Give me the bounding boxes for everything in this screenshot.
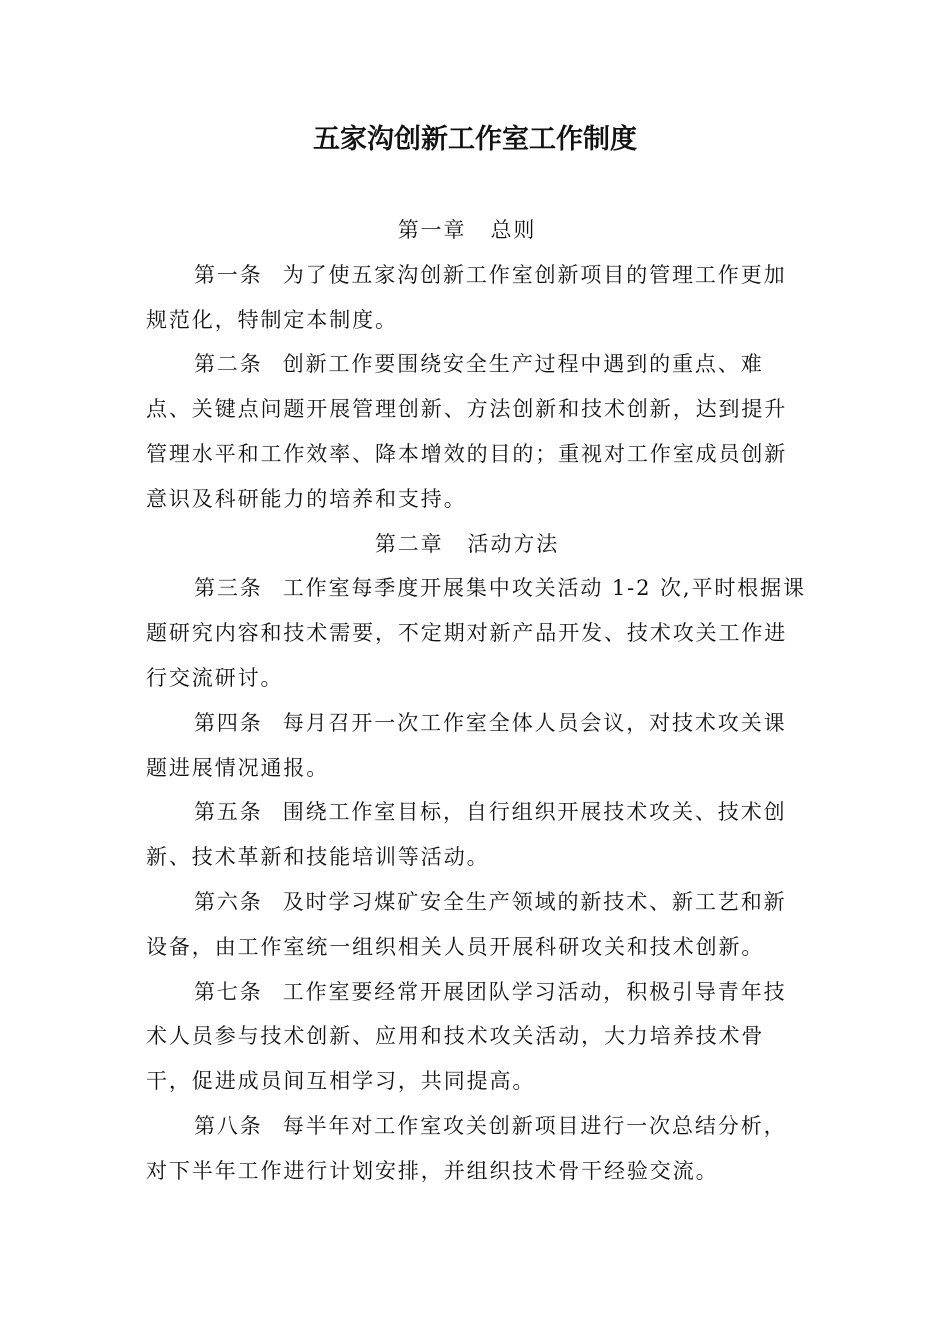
article-text: 及时学习煤矿安全生产领域的新技术、新工艺和新设备，由工作室统一组织相关人员开展科研攻关和技术创新。	[146, 889, 787, 959]
article-text: 围绕工作室目标，自行组织开展技术攻关、技术创新、技术革新和技能培训等活动。	[146, 800, 787, 870]
article-text: 工作室每季度开展集中攻关活动 1-2 次,平时根据课题研究内容和技术需要，不定期对新产品开发、技术攻关工作进行交流研讨。	[146, 576, 806, 690]
article-8	[146, 1104, 806, 1194]
article-label: 第八条	[194, 1113, 263, 1138]
article-label: 第七条	[194, 979, 263, 1004]
chapter-name: 活动方法	[467, 531, 560, 556]
article-label: 第四条	[194, 710, 263, 735]
article-label: 第五条	[194, 800, 263, 825]
article-1	[146, 253, 806, 343]
chapter-heading-1	[146, 208, 806, 253]
chapter-name: 总则	[490, 218, 537, 242]
article-7	[146, 970, 806, 1104]
article-3	[146, 566, 806, 700]
article-5	[146, 790, 806, 880]
article-label: 第三条	[194, 576, 263, 601]
article-text: 工作室要经常开展团队学习活动，积极引导青年技术人员参与技术创新、应用和技术攻关活动，大力培养技术骨干，促进成员间互相学习，共同提高。	[146, 979, 787, 1094]
article-text: 为了使五家沟创新工作室创新项目的管理工作更加规范化，特制定本制度。	[146, 262, 787, 332]
chapter-number: 第二章	[374, 531, 444, 556]
article-label: 第二条	[194, 352, 263, 377]
article-label: 第六条	[194, 889, 263, 914]
chapter-heading-2	[146, 522, 806, 567]
document-body	[146, 208, 806, 1194]
article-4	[146, 701, 806, 791]
document-title: 五家沟创新工作室工作制度	[313, 124, 637, 155]
article-2	[146, 342, 806, 521]
article-text: 每半年对工作室攻关创新项目进行一次总结分析，对下半年工作进行计划安排，并组织技术骨干经验交流。	[146, 1113, 787, 1183]
article-label: 第一条	[194, 262, 263, 287]
article-text: 创新工作要围绕安全生产过程中遇到的重点、难点、关键点问题开展管理创新、方法创新和技术创新，达到提升管理水平和工作效率、降本增效的目的；重视对工作室成员创新意识及科研能力的培养和支持。	[146, 352, 788, 511]
article-6	[146, 880, 806, 970]
chapter-number: 第一章	[397, 218, 467, 242]
article-text: 每月召开一次工作室全体人员会议，对技术攻关课题进展情况通报。	[146, 710, 787, 780]
